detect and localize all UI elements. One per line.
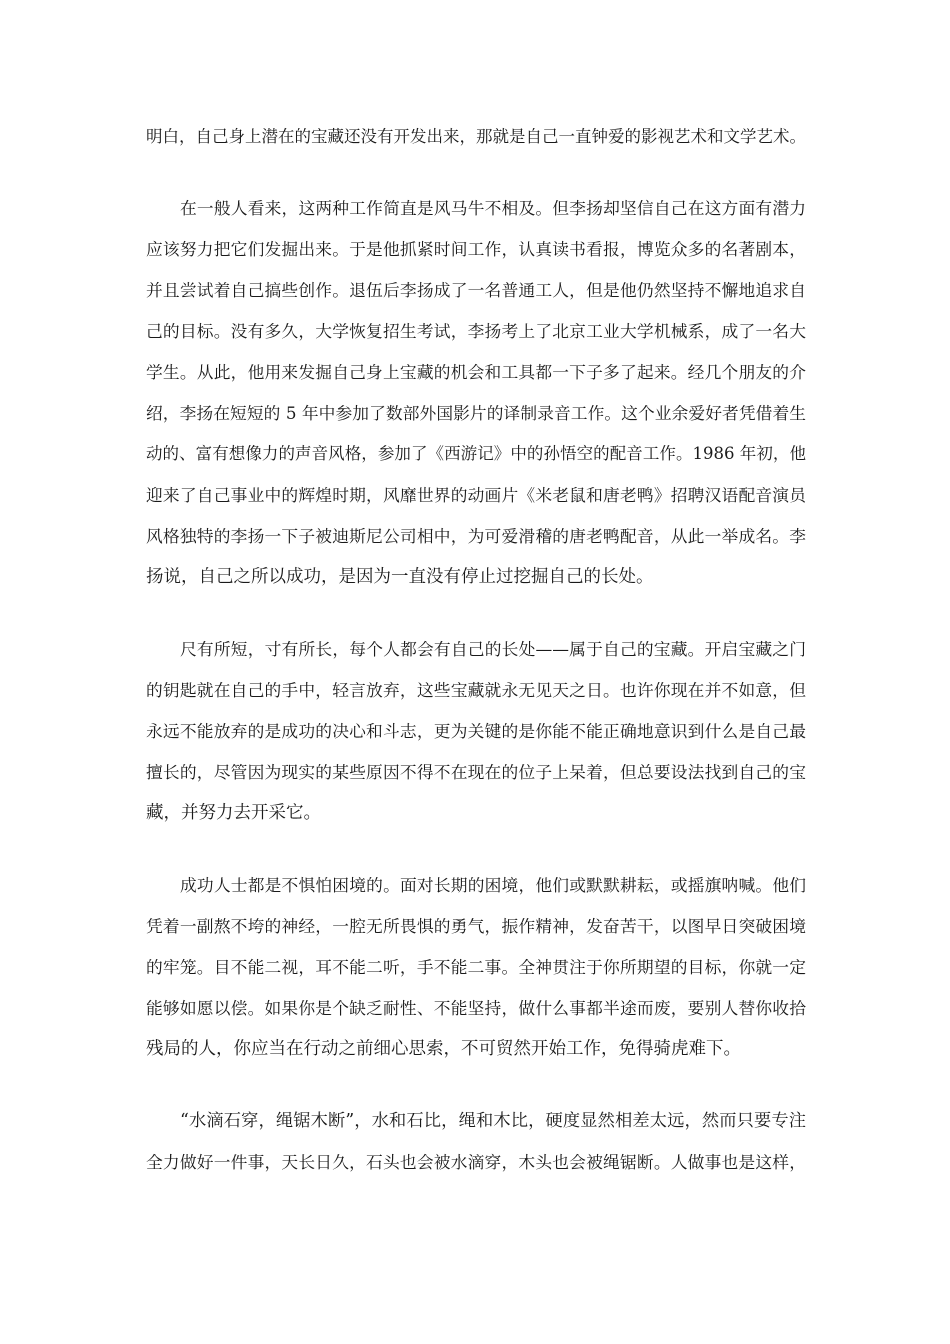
paragraph-4-line-1: 成功人士都是不惧怕困境的。面对长期的困境，他们或默默耕耘，或摇旗呐喊。他们 xyxy=(180,875,806,895)
paragraph-2-line-1: 在一般人看来，这两种工作简直是风马牛不相及。但李扬却坚信自己在这方面有潜力 xyxy=(180,198,806,218)
paragraph-2-line-6: 绍，李扬在短短的 5 年中参加了数部外国影片的译制录音工作。这个业余爱好者凭借着生 xyxy=(146,403,806,423)
paragraph-2-line-2: 应该努力把它们发掘出来。于是他抓紧时间工作，认真读书看报，博览众多的名著剧本， xyxy=(146,239,806,259)
paragraph-3-line-3: 永远不能放弃的是成功的决心和斗志，更为关键的是你能不能正确地意识到什么是自己最 xyxy=(146,721,806,741)
paragraph-2-line-5: 学生。从此，他用来发掘自己身上宝藏的机会和工具都一下子多了起来。经几个朋友的介 xyxy=(146,362,806,382)
paragraph-3-line-2: 的钥匙就在自己的手中，轻言放弃，这些宝藏就永无见天之日。也许你现在并不如意，但 xyxy=(146,680,806,700)
paragraph-4-line-4: 能够如愿以偿。如果你是个缺乏耐性、不能坚持，做什么事都半途而废，要别人替你收拾 xyxy=(146,998,806,1018)
paragraph-2-line-8: 迎来了自己事业中的辉煌时期，风靡世界的动画片《米老鼠和唐老鸭》招聘汉语配音演员 xyxy=(146,485,806,505)
paragraph-2-line-4: 己的目标。没有多久，大学恢复招生考试，李扬考上了北京工业大学机械系，成了一名大 xyxy=(146,321,806,341)
paragraph-3-line-1: 尺有所短，寸有所长，每个人都会有自己的长处——属于自己的宝藏。开启宝藏之门 xyxy=(180,639,806,659)
paragraph-2-line-3: 并且尝试着自己搞些创作。退伍后李扬成了一名普通工人，但是他仍然坚持不懈地追求自 xyxy=(146,280,806,300)
paragraph-1-line-1: 明白，自己身上潜在的宝藏还没有开发出来，那就是自己一直钟爱的影视艺术和文学艺术。 xyxy=(146,127,806,146)
paragraph-4-line-5: 残局的人，你应当在行动之前细心思索，不可贸然开始工作，免得骑虎难下。 xyxy=(146,1039,741,1059)
paragraph-2-line-9: 风格独特的李扬一下子被迪斯尼公司相中，为可爱滑稽的唐老鸭配音，从此一举成名。李 xyxy=(146,526,806,546)
paragraph-2-line-7: 动的、富有想像力的声音风格，参加了《西游记》中的孙悟空的配音工作。1986 年初，他 xyxy=(146,444,806,463)
paragraph-4-line-3: 的牢笼。目不能二视，耳不能二听，手不能二事。全神贯注于你所期望的目标，你就一定 xyxy=(146,957,806,977)
paragraph-2-line-10: 扬说，自己之所以成功，是因为一直没有停止过挖掘自己的长处。 xyxy=(146,567,654,587)
paragraph-3-line-4: 擅长的，尽管因为现实的某些原因不得不在现在的位子上呆着，但总要设法找到自己的宝 xyxy=(146,762,806,782)
paragraph-5-line-1: “水滴石穿，绳锯木断”，水和石比，绳和木比，硬度显然相差太远，然而只要专注 xyxy=(180,1111,806,1131)
paragraph-5-line-2: 全力做好一件事，天长日久，石头也会被水滴穿，木头也会被绳锯断。人做事也是这样， xyxy=(146,1152,806,1172)
paragraph-4-line-2: 凭着一副熬不垮的神经，一腔无所畏惧的勇气，振作精神，发奋苦干，以图早日突破困境 xyxy=(146,916,806,936)
paragraph-3-line-5: 藏，并努力去开采它。 xyxy=(146,803,321,823)
